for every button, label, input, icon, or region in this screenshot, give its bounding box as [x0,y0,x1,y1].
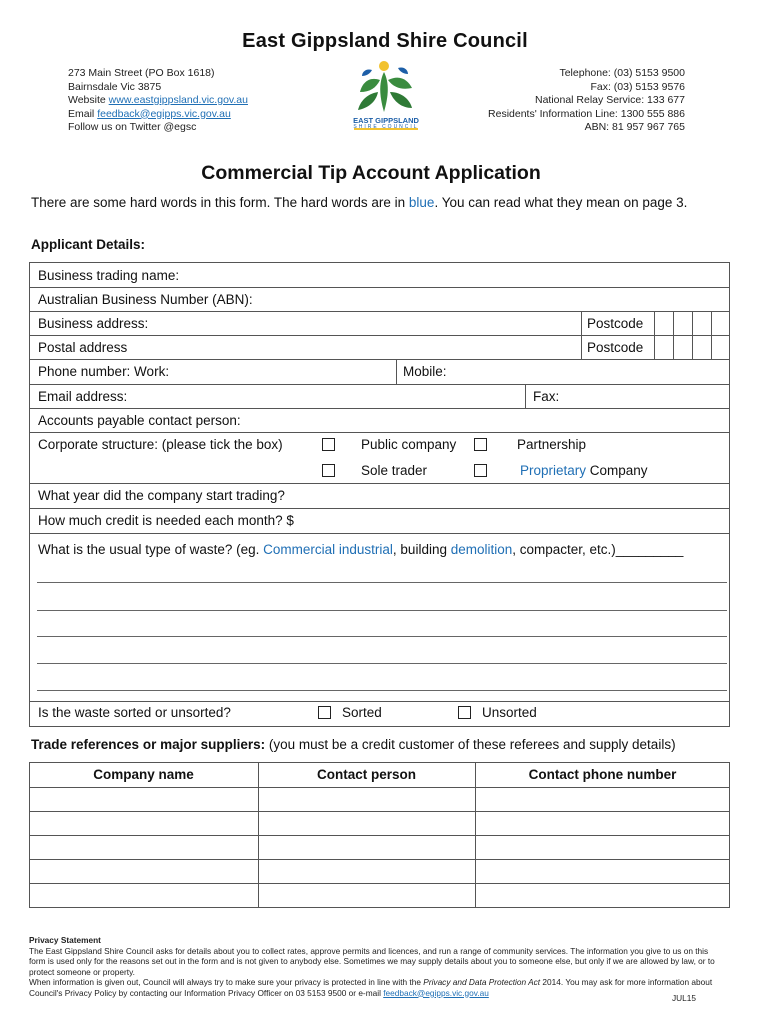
council-name: East Gippsland Shire Council [242,30,528,52]
address-line: Bairnsdale Vic 3875 [68,80,162,93]
postcode-box-divider [654,311,655,359]
partnership-label: Partnership [517,437,587,452]
public-company-label: Public company [361,437,457,452]
row-divider [29,483,730,484]
table-cell[interactable] [259,860,475,883]
postcode-box-divider [673,311,674,359]
row-divider [29,311,730,312]
row-divider [29,701,730,702]
start-year-field[interactable]: What year did the company start trading? [38,488,285,503]
sorted-checkbox[interactable] [318,706,331,719]
council-contact-block [488,67,685,135]
website-link[interactable]: www.eastgippsland.vic.gov.au [108,94,248,106]
document-code: JUL15 [672,993,696,1003]
business-name-field[interactable]: Business trading name: [38,268,180,283]
corporate-structure-label: Corporate structure: (please tick the box) [38,437,283,452]
waste-type-question: What is the usual type of waste? (eg. Commercial industrial, building demolition, compacter, etc.)_________ [38,542,684,557]
row-divider [29,408,730,409]
unsorted-label: Unsorted [482,705,537,720]
unsorted-checkbox[interactable] [458,706,471,719]
waste-sorted-question: Is the waste sorted or unsorted? [38,705,231,720]
table-cell[interactable] [259,812,475,835]
proprietary-company-checkbox[interactable] [474,464,487,477]
column-header-company: Company name [93,767,194,782]
address-line: 273 Main Street (PO Box 1618) [68,67,215,79]
proprietary-company-label: Proprietary Company [520,463,648,478]
waste-answer-line[interactable] [37,582,727,583]
postcode-divider [581,311,582,359]
form-title: Commercial Tip Account Application [201,162,541,184]
contact-line: National Relay Service: 133 677 [534,94,685,106]
logo-text-primary: EAST GIPPSLAND [353,116,419,125]
sorted-label: Sorted [342,705,382,720]
row-divider [29,287,730,288]
waste-answer-line[interactable] [37,636,727,637]
sole-trader-label: Sole trader [361,463,428,478]
table-cell[interactable] [476,860,729,883]
table-cell[interactable] [259,884,475,907]
privacy-text: The East Gippsland Shire Council asks for details about you to collect rates, approve permits and licences, and run a range of community services. The information you give to us on this form is used only for the reasons set out in the form and is not given to anybody else. Sometimes we may supply details about you to someone else, but only if we are allowed by law, or to protect someone or property. [29,945,715,977]
column-header-contact: Contact person [316,767,416,782]
website-line: Website www.eastgippsland.vic.gov.au [68,94,248,106]
email-line: Email feedback@egipps.vic.gov.au [68,107,231,120]
table-cell[interactable] [30,812,258,835]
sole-trader-checkbox[interactable] [322,464,335,477]
table-cell[interactable] [30,836,258,859]
postal-address-field[interactable]: Postal address [38,340,128,355]
postcode-label: Postcode [587,340,644,355]
mobile-field[interactable]: Mobile: [403,364,447,379]
fax-field[interactable]: Fax: [533,389,560,404]
row-divider [29,533,730,534]
accounts-contact-field[interactable]: Accounts payable contact person: [38,413,241,428]
logo-text-secondary: SHIRE COUNCIL [353,124,419,130]
mobile-divider [396,359,397,384]
waste-answer-line[interactable] [37,610,727,611]
waste-answer-line[interactable] [37,690,727,691]
row-divider [29,508,730,509]
privacy-statement [29,935,719,998]
privacy-email-link[interactable]: feedback@egipps.vic.gov.au [383,987,489,998]
council-logo [350,58,422,134]
row-divider [29,335,730,336]
contact-line: Telephone: (03) 5153 9500 [559,67,685,79]
contact-line: Fax: (03) 5153 9576 [590,80,685,93]
table-cell[interactable] [476,812,729,835]
row-divider [29,384,730,385]
phone-work-field[interactable]: Phone number: Work: [38,364,170,379]
abn-field[interactable]: Australian Business Number (ABN): [38,292,253,307]
privacy-text-2: When information is given out, Council will always try to make sure your privacy is protected in line with the Privacy and Data Protection Act 2014. You may ask for more information about Council's Privacy Policy by contacting our Information Privacy Officer on 03 5153 9500 or e-mail feedback@egipps.vic.gov.au [29,977,713,998]
email-field[interactable]: Email address: [38,389,128,404]
row-divider [29,432,730,433]
contact-line: ABN: 81 957 967 765 [584,121,685,133]
credit-field[interactable]: How much credit is needed each month? $ [38,513,294,528]
column-header-phone: Contact phone number [528,767,677,782]
twitter-line: Follow us on Twitter @egsc [68,121,197,133]
table-cell[interactable] [259,788,475,811]
table-cell[interactable] [30,884,258,907]
row-divider [29,359,730,360]
table-cell[interactable] [259,836,475,859]
public-company-checkbox[interactable] [322,438,335,451]
table-cell[interactable] [30,788,258,811]
business-address-field[interactable]: Business address: [38,316,149,331]
email-link[interactable]: feedback@egipps.vic.gov.au [97,107,231,120]
postcode-box-divider [711,311,712,359]
postcode-label: Postcode [587,316,644,331]
contact-line: Residents' Information Line: 1300 555 886 [488,107,685,120]
waste-answer-line[interactable] [37,663,727,664]
privacy-title: Privacy Statement [29,935,101,945]
trade-references-heading: Trade references or major suppliers: (you must be a credit customer of these referees and supply details) [31,737,676,752]
table-cell[interactable] [30,860,258,883]
postcode-box-divider [692,311,693,359]
table-cell[interactable] [476,836,729,859]
intro-text: There are some hard words in this form. The hard words are in blue. You can read what they mean on page 3. [31,195,688,210]
table-cell[interactable] [476,884,729,907]
fax-divider [525,384,526,408]
table-cell[interactable] [476,788,729,811]
council-address-block [68,67,248,135]
applicant-details-heading: Applicant Details: [31,237,146,252]
partnership-checkbox[interactable] [474,438,487,451]
